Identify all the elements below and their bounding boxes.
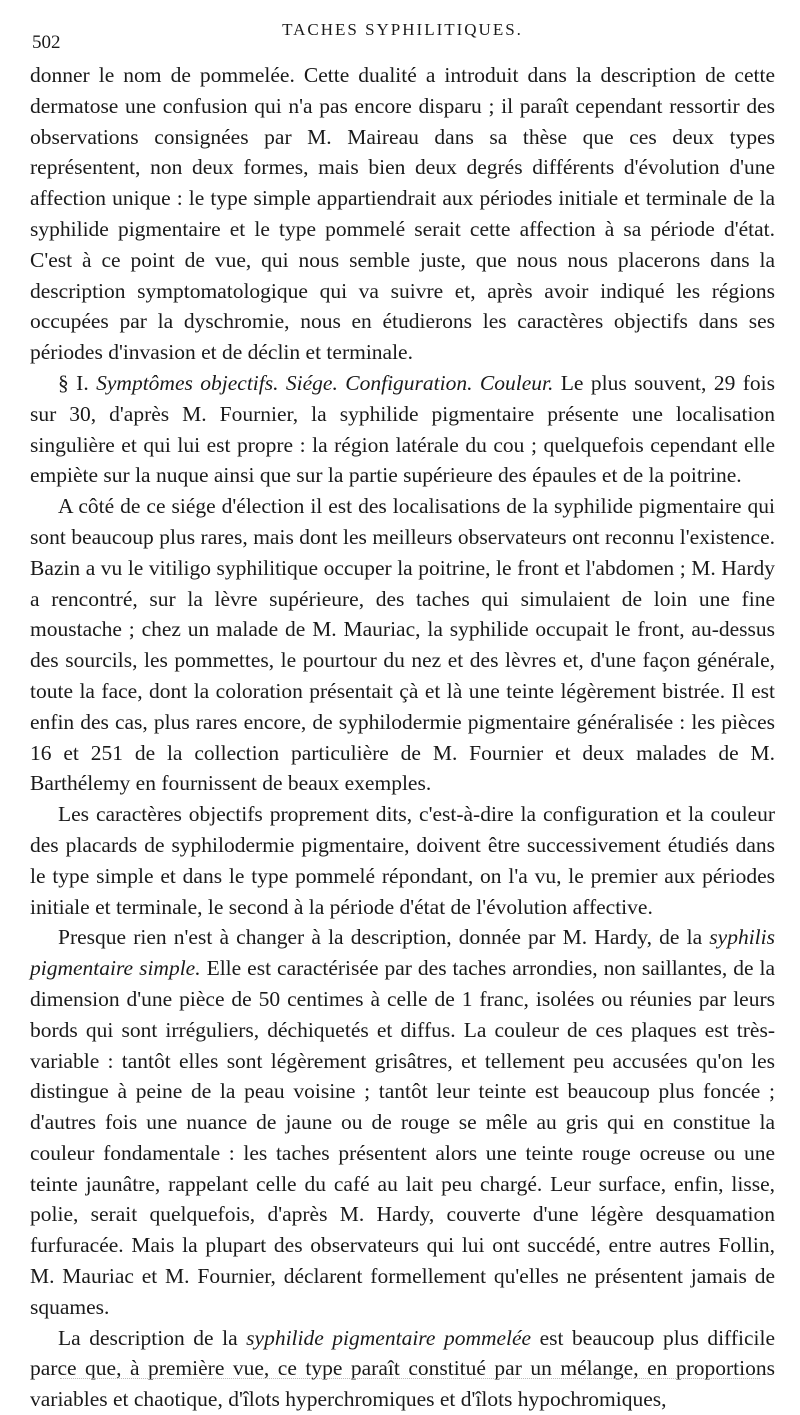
italic-text: syphilis pigmentaire simple. [30,925,775,981]
running-title: TACHES SYPHILITIQUES. [282,20,523,39]
paragraph [30,922,775,1322]
italic-text: Symptômes objectifs. Siége. Configuration. Couleur. [96,370,554,395]
text-run: § I. [58,370,97,395]
text-run: Elle est caractérisée par des taches arrondies, non saillantes, de la dimension d'une pièce de 50 centimes à celle de 1 franc, isolées ou réunies par leurs bords qui sont irréguliers, déchiquetés et diffus. La couleur de ces plaques est très-variable : tantôt elles sont légèrement grisâtres, et tellement peu accusées qu'on les distingue à peine de la peau voisine ; tantôt leur teinte est beaucoup plus foncée ; d'autres fois une nuance de jaune ou de rouge se mêle au gris qui en constitue la couleur fondamentale : les taches présentent alors une teinte rouge ocreuse ou une teinte jaunâtre, rappelant celle du café au lait peu chargé. Leur surface, enfin, lisse, polie, serait quelquefois, d'après M. Hardy, couverte d'une légère desquamation furfuracée. Mais la plupart des observateurs qui lui ont succédé, entre autres Follin, M. Mauriac et M. Fournier, déclarent formellement qu'elles ne présentent jamais de squames. [30,956,775,1319]
text-run: Le plus souvent, 29 fois sur 30, d'après M. Fournier, la syphilide pigmentaire présente une localisation singulière et qui lui est propre : la région latérale du cou ; quelquefois cependant elle empiète sur la nuque ainsi que sur la partie supérieure des épaules et de la poitrine. [30,370,775,488]
text-run: Presque rien n'est à changer à la description, donnée par M. Hardy, de la [58,925,710,950]
page-header [30,18,775,53]
italic-text: syphilide pigmentaire pommelée [246,1325,532,1350]
scan-artifact-line [60,1378,760,1381]
paragraph [30,368,775,491]
text-run: La description de la [58,1325,247,1350]
book-page [30,18,775,1412]
text-run: donner le nom de pommelée. Cette dualité a introduit dans la description de cette dermatose une confusion qui n'a pas encore disparu ; il paraît cependant ressortir des observations consignées par M. Maireau dans sa thèse que ces deux types représentent, non deux formes, mais bien deux degrés différents d'évolution d'une affection unique : le type simple appartiendrait aux périodes initiale et terminale de la syphilide pigmentaire et le type pommelé serait cette affection à sa période d'état. C'est à ce point de vue, qui nous semble juste, que nous nous placerons dans la description symptomatologique qui va suivre et, après avoir indiqué les régions occupées par la dyschromie, nous en étudierons les caractères objectifs dans ses périodes d'invasion et de déclin et terminale. [30,63,775,365]
page-number: 502 [32,32,61,53]
paragraph [30,491,775,799]
text-run: Les caractères objectifs proprement dits, c'est-à-dire la configuration et la couleur des placards de syphilodermie pigmentaire, doivent être successivement étudiés dans le type simple et dans le type pommelé répondant, on l'a vu, le premier aux périodes initiale et terminale, le second à la période d'état de l'évolution affective. [30,802,775,919]
paragraph [30,1323,775,1415]
paragraph [30,799,775,922]
text-run: A côté de ce siége d'élection il est des localisations de la syphilide pigmentaire qui sont beaucoup plus rares, mais dont les meilleurs observateurs ont reconnu l'existence. Bazin a vu le vitiligo syphilitique occuper la poitrine, le front et l'abdomen ; M. Hardy a rencontré, sur la lèvre supérieure, des taches qui simulaient de loin une fine moustache ; chez un malade de M. Mauriac, la syphilide occupait le front, au-dessus des sourcils, les pommettes, le pourtour du nez et des lèvres et, d'une façon générale, toute la face, dont la coloration présentait çà et là une teinte légèrement bistrée. Il est enfin des cas, plus rares encore, de syphilodermie pigmentaire généralisée : les pièces 16 et 251 de la collection particulière de M. Fournier et deux malades de M. Barthélemy en fournissent de beaux exemples. [30,494,775,796]
text-run: est beaucoup plus difficile parce que, à première vue, ce type paraît constitué par un mélange, en proportions variables et chaotique, d'îlots hyperchromiques et d'îlots hypochromiques, [30,1325,775,1412]
paragraph [30,60,775,368]
body-text [30,60,775,1415]
